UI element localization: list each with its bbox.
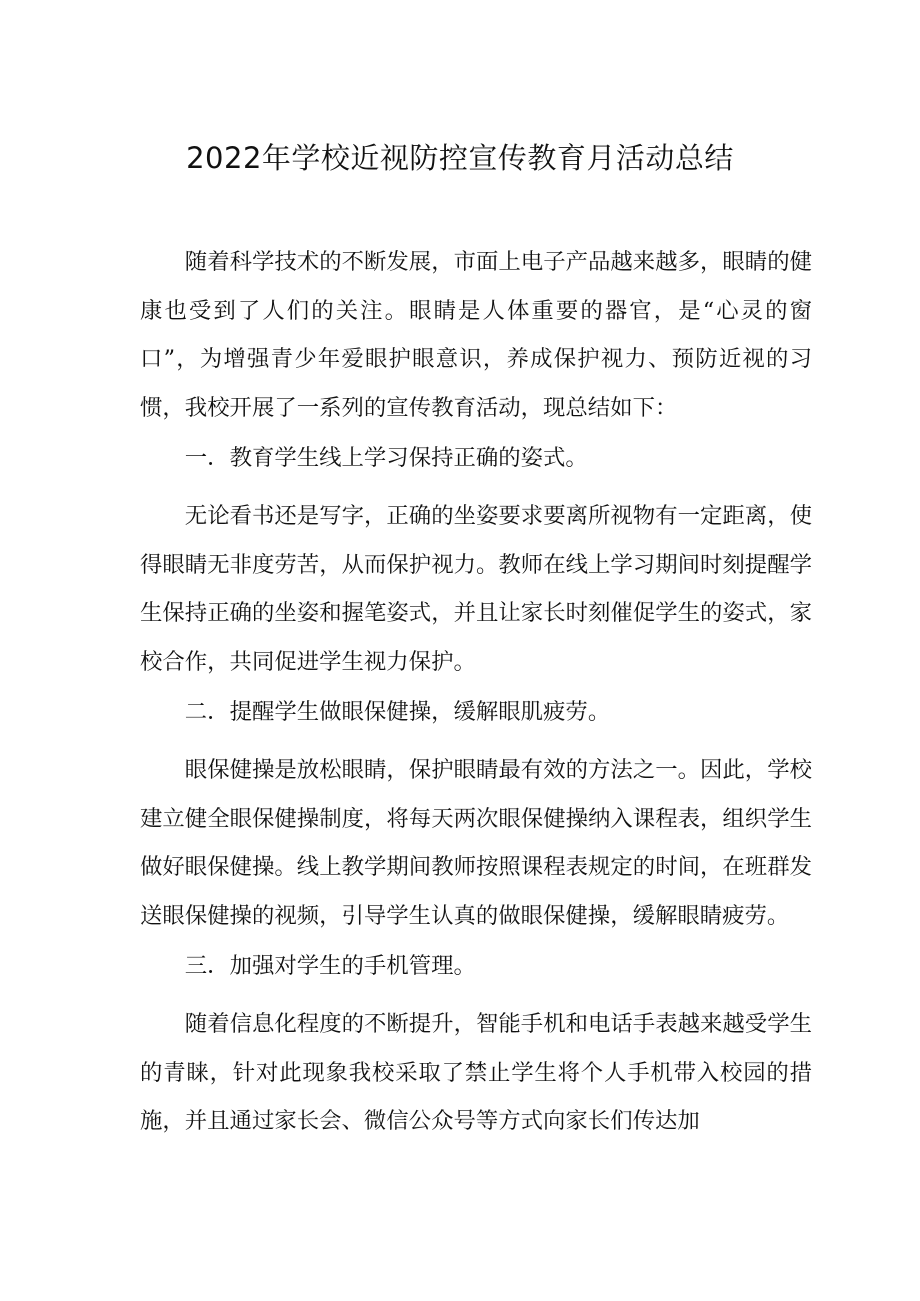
- section-2-heading: 二．提醒学生做眼保健操，缓解眼肌疲劳。: [184, 699, 611, 726]
- document-body: [140, 238, 812, 1146]
- section-1-paragraph: 无论看书还是写字，正确的坐姿要求要离所视物有一定距离，使得眼睛无非度劳苦，从而保护视力。教师在线上学习期间时刻提醒学生保持正确的坐姿和握笔姿式，并且让家长时刻催促学生的姿式，家校合作，共同促进学生视力保护。: [140, 502, 812, 675]
- section-1-heading: 一．教育学生线上学习保持正确的姿式。: [184, 445, 588, 472]
- document-title: 2022年学校近视防控宣传教育月活动总结: [186, 141, 734, 175]
- section-3-paragraph: 随着信息化程度的不断提升，智能手机和电话手表越来越受学生的青睐，针对此现象我校采取了禁止学生将个人手机带入校园的措施，并且通过家长会、微信公众号等方式向家长们传达加: [140, 1010, 812, 1135]
- section-2-paragraph: 眼保健操是放松眼睛，保护眼睛最有效的方法之一。因此，学校建立健全眼保健操制度，将每天两次眼保健操纳入课程表，组织学生做好眼保健操。线上教学期间教师按照课程表规定的时间，在班群发送眼保健操的视频，引导学生认真的做眼保健操，缓解眼睛疲劳。: [140, 756, 812, 929]
- intro-paragraph: 随着科学技术的不断发展，市面上电子产品越来越多，眼睛的健康也受到了人们的关注。眼睛是人体重要的器官，是“心灵的窗口”，为增强青少年爱眼护眼意识，养成保护视力、预防近视的习惯，我校开展了一系列的宣传教育活动，现总结如下：: [140, 249, 812, 421]
- section-3-heading: 三．加强对学生的手机管理。: [184, 953, 476, 980]
